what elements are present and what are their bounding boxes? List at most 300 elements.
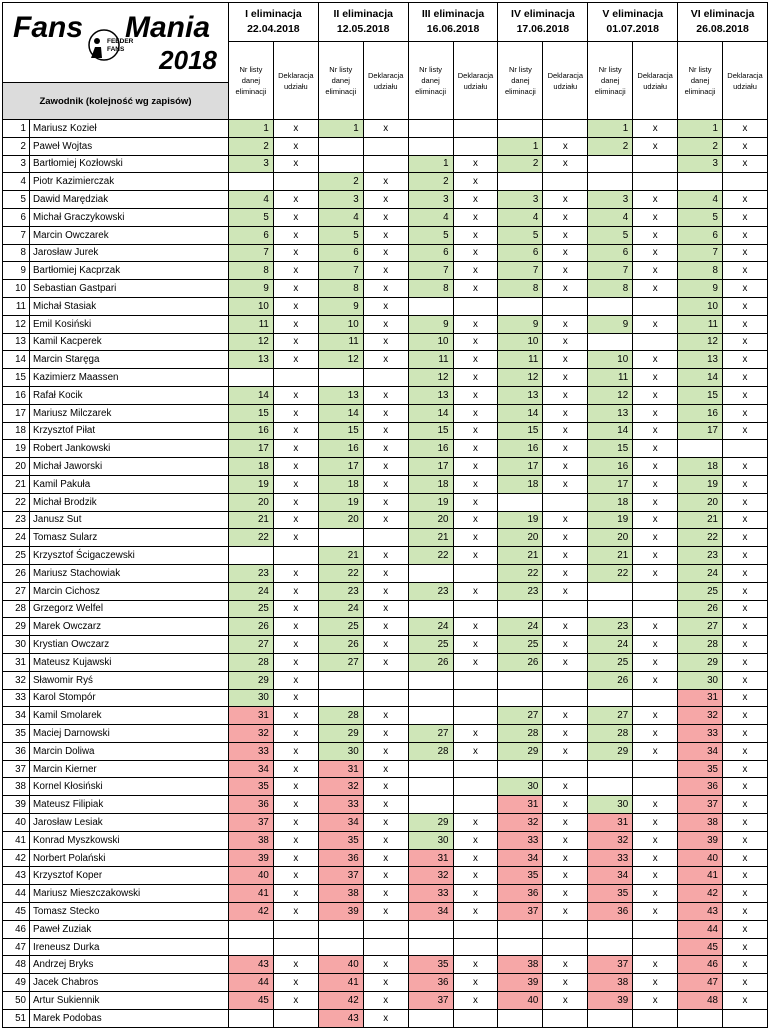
declaration-cell: x	[273, 297, 318, 315]
row-number: 41	[3, 831, 30, 849]
list-number-cell	[318, 137, 363, 155]
list-number-cell: 27	[588, 707, 633, 725]
row-number: 14	[3, 351, 30, 369]
list-number-cell: 41	[228, 885, 273, 903]
declaration-cell: x	[363, 618, 408, 636]
declaration-cell	[273, 938, 318, 956]
list-number-cell: 39	[678, 831, 723, 849]
list-number-cell: 26	[498, 653, 543, 671]
declaration-cell: x	[453, 511, 498, 529]
table-row	[3, 458, 768, 476]
list-number-cell: 29	[678, 653, 723, 671]
list-number-cell	[318, 529, 363, 547]
declaration-cell: x	[543, 831, 588, 849]
table-row	[3, 529, 768, 547]
declaration-cell: x	[723, 422, 768, 440]
declaration-cell: x	[363, 315, 408, 333]
list-number-cell: 32	[408, 867, 453, 885]
list-number-cell	[498, 920, 543, 938]
row-number: 7	[3, 226, 30, 244]
row-number: 13	[3, 333, 30, 351]
row-number: 27	[3, 582, 30, 600]
competitor-name: Bartłomiej Kozłowski	[29, 155, 228, 173]
competitor-name: Dawid Marędziak	[29, 191, 228, 209]
list-number-cell: 23	[318, 582, 363, 600]
row-number: 33	[3, 689, 30, 707]
row-number: 20	[3, 458, 30, 476]
list-number-cell: 14	[318, 404, 363, 422]
list-number-cell: 38	[228, 831, 273, 849]
row-number: 8	[3, 244, 30, 262]
declaration-cell	[453, 920, 498, 938]
list-number-cell: 26	[228, 618, 273, 636]
declaration-cell	[273, 173, 318, 191]
svg-text:FANS: FANS	[107, 46, 125, 53]
declaration-cell: x	[273, 778, 318, 796]
list-number-cell: 37	[588, 956, 633, 974]
declaration-cell: x	[723, 315, 768, 333]
declaration-cell: x	[543, 369, 588, 387]
list-number-cell: 32	[498, 814, 543, 832]
list-number-cell: 19	[588, 511, 633, 529]
table-row	[3, 226, 768, 244]
declaration-cell: x	[453, 814, 498, 832]
declaration-cell: x	[273, 155, 318, 173]
list-number-cell: 21	[678, 511, 723, 529]
list-number-cell: 6	[408, 244, 453, 262]
list-number-cell: 4	[678, 191, 723, 209]
list-number-cell: 30	[678, 671, 723, 689]
list-number-cell: 26	[318, 636, 363, 654]
list-number-cell: 9	[228, 280, 273, 298]
list-number-cell: 22	[318, 564, 363, 582]
list-number-cell: 38	[678, 814, 723, 832]
row-number: 16	[3, 386, 30, 404]
list-number-cell: 9	[678, 280, 723, 298]
row-number: 42	[3, 849, 30, 867]
list-number-cell: 18	[498, 475, 543, 493]
list-number-cell: 32	[228, 725, 273, 743]
declaration-cell: x	[723, 796, 768, 814]
list-number-cell: 2	[498, 155, 543, 173]
list-number-cell	[678, 440, 723, 458]
list-number-cell: 24	[228, 582, 273, 600]
declaration-cell: x	[723, 974, 768, 992]
declaration-cell	[633, 938, 678, 956]
list-number-cell: 33	[498, 831, 543, 849]
declaration-cell: x	[363, 707, 408, 725]
list-number-cell: 28	[228, 653, 273, 671]
declaration-cell: x	[273, 386, 318, 404]
table-row	[3, 618, 768, 636]
list-number-cell: 4	[228, 191, 273, 209]
competitor-name: Grzegorz Welfel	[29, 600, 228, 618]
declaration-cell: x	[723, 333, 768, 351]
list-number-cell	[228, 547, 273, 565]
list-number-subheader: Nr listy danej eliminacji	[678, 42, 723, 120]
declaration-cell	[633, 778, 678, 796]
declaration-cell	[543, 493, 588, 511]
declaration-cell: x	[633, 653, 678, 671]
row-number: 39	[3, 796, 30, 814]
declaration-cell: x	[723, 885, 768, 903]
list-number-cell: 15	[498, 422, 543, 440]
declaration-cell: x	[633, 458, 678, 476]
declaration-subheader: Deklaracja udziału	[633, 42, 678, 120]
declaration-cell: x	[633, 956, 678, 974]
declaration-cell: x	[543, 208, 588, 226]
list-number-cell: 25	[588, 653, 633, 671]
declaration-cell: x	[543, 796, 588, 814]
declaration-cell: x	[453, 458, 498, 476]
declaration-cell: x	[543, 992, 588, 1010]
table-row	[3, 689, 768, 707]
declaration-cell	[453, 564, 498, 582]
logo-year: 2018	[159, 45, 218, 75]
declaration-cell: x	[273, 458, 318, 476]
list-number-cell: 2	[318, 173, 363, 191]
list-number-cell: 16	[228, 422, 273, 440]
declaration-subheader: Deklaracja udziału	[723, 42, 768, 120]
list-number-cell	[588, 173, 633, 191]
table-row	[3, 600, 768, 618]
list-number-cell: 24	[588, 636, 633, 654]
declaration-cell: x	[543, 244, 588, 262]
list-number-cell: 11	[228, 315, 273, 333]
list-number-cell	[588, 600, 633, 618]
table-row	[3, 796, 768, 814]
table-row	[3, 440, 768, 458]
list-number-cell: 28	[498, 725, 543, 743]
list-number-cell: 33	[228, 742, 273, 760]
list-number-cell: 17	[678, 422, 723, 440]
declaration-cell: x	[633, 422, 678, 440]
declaration-cell: x	[453, 849, 498, 867]
list-number-cell: 18	[408, 475, 453, 493]
declaration-cell	[633, 600, 678, 618]
list-number-cell: 33	[588, 849, 633, 867]
list-number-cell: 6	[678, 226, 723, 244]
declaration-cell: x	[723, 992, 768, 1010]
declaration-cell: x	[453, 653, 498, 671]
declaration-cell: x	[363, 725, 408, 743]
list-number-cell: 21	[408, 529, 453, 547]
declaration-cell: x	[273, 404, 318, 422]
list-number-cell: 2	[408, 173, 453, 191]
competitor-name: Marcin Doliwa	[29, 742, 228, 760]
list-number-cell: 28	[318, 707, 363, 725]
declaration-cell	[453, 796, 498, 814]
declaration-cell: x	[633, 244, 678, 262]
list-number-cell	[318, 155, 363, 173]
table-row	[3, 155, 768, 173]
declaration-cell	[273, 369, 318, 387]
declaration-cell: x	[543, 814, 588, 832]
competitor-name: Mateusz Filipiak	[29, 796, 228, 814]
declaration-cell	[543, 297, 588, 315]
list-number-cell: 11	[678, 315, 723, 333]
list-number-cell: 9	[588, 315, 633, 333]
declaration-cell: x	[543, 956, 588, 974]
list-number-cell: 42	[678, 885, 723, 903]
logo-text-left: Fans	[13, 11, 84, 44]
table-row	[3, 974, 768, 992]
table-row	[3, 1009, 768, 1027]
list-number-cell	[408, 760, 453, 778]
declaration-cell: x	[723, 280, 768, 298]
row-number: 46	[3, 920, 30, 938]
list-number-cell: 20	[588, 529, 633, 547]
list-number-cell	[408, 778, 453, 796]
declaration-cell: x	[543, 903, 588, 921]
list-number-cell: 15	[588, 440, 633, 458]
list-number-cell: 38	[318, 885, 363, 903]
list-number-cell: 1	[318, 120, 363, 138]
table-row	[3, 351, 768, 369]
row-number: 17	[3, 404, 30, 422]
elimination-header-5: V eliminacja 01.07.2018	[588, 3, 678, 42]
declaration-cell: x	[363, 333, 408, 351]
declaration-cell	[363, 671, 408, 689]
declaration-cell: x	[363, 440, 408, 458]
declaration-cell: x	[273, 831, 318, 849]
declaration-cell: x	[633, 351, 678, 369]
list-number-cell: 3	[228, 155, 273, 173]
list-number-cell: 21	[318, 547, 363, 565]
competitor-name: Mateusz Kujawski	[29, 653, 228, 671]
declaration-cell: x	[453, 155, 498, 173]
declaration-cell: x	[273, 618, 318, 636]
list-number-cell: 17	[318, 458, 363, 476]
row-number: 15	[3, 369, 30, 387]
table-row	[3, 191, 768, 209]
declaration-cell	[363, 369, 408, 387]
list-number-cell: 39	[498, 974, 543, 992]
declaration-cell: x	[273, 262, 318, 280]
competitor-name: Marcin Owczarek	[29, 226, 228, 244]
list-number-cell: 3	[678, 155, 723, 173]
row-number: 4	[3, 173, 30, 191]
table-row	[3, 992, 768, 1010]
row-number: 30	[3, 636, 30, 654]
row-number: 32	[3, 671, 30, 689]
declaration-cell: x	[633, 992, 678, 1010]
declaration-cell: x	[543, 618, 588, 636]
table-row	[3, 636, 768, 654]
list-number-cell: 44	[228, 974, 273, 992]
row-number: 26	[3, 564, 30, 582]
table-row	[3, 582, 768, 600]
row-number: 9	[3, 262, 30, 280]
list-number-cell: 22	[678, 529, 723, 547]
declaration-cell: x	[273, 120, 318, 138]
list-number-cell: 22	[228, 529, 273, 547]
list-number-cell	[588, 689, 633, 707]
declaration-cell: x	[633, 903, 678, 921]
list-number-cell	[408, 1009, 453, 1027]
declaration-cell: x	[273, 333, 318, 351]
declaration-cell: x	[453, 244, 498, 262]
list-number-cell: 10	[228, 297, 273, 315]
declaration-cell: x	[363, 778, 408, 796]
declaration-cell: x	[273, 742, 318, 760]
list-number-cell: 24	[318, 600, 363, 618]
list-number-cell: 6	[228, 226, 273, 244]
declaration-cell: x	[723, 671, 768, 689]
competitor-name: Marcin Cichosz	[29, 582, 228, 600]
declaration-cell: x	[723, 493, 768, 511]
competitor-name: Marek Owczarz	[29, 618, 228, 636]
list-number-cell: 24	[408, 618, 453, 636]
list-number-cell: 23	[498, 582, 543, 600]
list-number-cell: 5	[318, 226, 363, 244]
list-number-cell	[228, 173, 273, 191]
list-number-cell: 39	[588, 992, 633, 1010]
list-number-cell: 12	[228, 333, 273, 351]
list-number-cell: 3	[408, 191, 453, 209]
list-number-cell: 36	[498, 885, 543, 903]
declaration-cell: x	[453, 725, 498, 743]
declaration-cell: x	[363, 796, 408, 814]
declaration-cell: x	[543, 458, 588, 476]
declaration-cell: x	[363, 422, 408, 440]
declaration-cell: x	[363, 992, 408, 1010]
list-number-cell: 2	[678, 137, 723, 155]
list-number-cell	[678, 1009, 723, 1027]
list-number-cell: 30	[498, 778, 543, 796]
competitor-name: Sebastian Gastpari	[29, 280, 228, 298]
declaration-cell: x	[723, 155, 768, 173]
declaration-cell: x	[633, 475, 678, 493]
declaration-cell: x	[543, 636, 588, 654]
declaration-cell: x	[723, 636, 768, 654]
declaration-cell: x	[633, 796, 678, 814]
declaration-cell: x	[363, 849, 408, 867]
declaration-cell: x	[363, 191, 408, 209]
competitor-name: Andrzej Bryks	[29, 956, 228, 974]
list-number-cell: 19	[228, 475, 273, 493]
declaration-cell: x	[453, 191, 498, 209]
competitor-name: Kazimierz Maassen	[29, 369, 228, 387]
competitor-name: Michał Stasiak	[29, 297, 228, 315]
declaration-cell: x	[723, 600, 768, 618]
declaration-cell: x	[633, 315, 678, 333]
list-number-cell: 25	[318, 618, 363, 636]
declaration-cell: x	[363, 404, 408, 422]
list-number-cell: 16	[678, 404, 723, 422]
list-number-cell: 1	[228, 120, 273, 138]
list-number-cell: 37	[678, 796, 723, 814]
declaration-cell: x	[363, 120, 408, 138]
declaration-cell: x	[363, 493, 408, 511]
declaration-cell: x	[723, 582, 768, 600]
declaration-cell	[363, 529, 408, 547]
declaration-cell	[633, 1009, 678, 1027]
declaration-cell: x	[273, 422, 318, 440]
list-number-cell	[498, 297, 543, 315]
competitor-name: Michał Jaworski	[29, 458, 228, 476]
declaration-cell: x	[453, 422, 498, 440]
list-number-cell: 31	[318, 760, 363, 778]
declaration-cell: x	[273, 564, 318, 582]
list-number-cell	[408, 297, 453, 315]
row-number: 3	[3, 155, 30, 173]
row-number: 5	[3, 191, 30, 209]
list-number-cell: 7	[408, 262, 453, 280]
competitor-name: Tomasz Stecko	[29, 903, 228, 921]
competitor-name: Jarosław Lesiak	[29, 814, 228, 832]
list-number-cell: 29	[588, 742, 633, 760]
declaration-cell: x	[543, 333, 588, 351]
declaration-cell: x	[633, 671, 678, 689]
list-number-cell: 36	[678, 778, 723, 796]
list-number-cell: 31	[588, 814, 633, 832]
declaration-cell: x	[543, 707, 588, 725]
list-number-cell: 35	[588, 885, 633, 903]
list-number-cell	[408, 600, 453, 618]
declaration-cell: x	[363, 636, 408, 654]
declaration-subheader: Deklaracja udziału	[363, 42, 408, 120]
table-row	[3, 831, 768, 849]
list-number-subheader: Nr listy danej eliminacji	[498, 42, 543, 120]
list-number-cell: 23	[408, 582, 453, 600]
list-number-cell: 44	[678, 920, 723, 938]
list-number-cell: 11	[498, 351, 543, 369]
row-number: 49	[3, 974, 30, 992]
competitor-name: Michał Graczykowski	[29, 208, 228, 226]
list-number-cell: 6	[498, 244, 543, 262]
list-number-subheader: Nr listy danej eliminacji	[228, 42, 273, 120]
declaration-cell	[543, 938, 588, 956]
declaration-cell	[633, 582, 678, 600]
row-number: 11	[3, 297, 30, 315]
declaration-cell: x	[543, 155, 588, 173]
declaration-cell: x	[453, 885, 498, 903]
list-number-cell	[228, 369, 273, 387]
declaration-cell: x	[633, 636, 678, 654]
list-number-cell: 48	[678, 992, 723, 1010]
declaration-cell: x	[363, 475, 408, 493]
row-number: 22	[3, 493, 30, 511]
competitor-name: Krzysztof Ścigaczewski	[29, 547, 228, 565]
list-number-cell: 13	[408, 386, 453, 404]
declaration-cell: x	[453, 992, 498, 1010]
declaration-cell: x	[273, 315, 318, 333]
declaration-cell	[363, 920, 408, 938]
declaration-cell: x	[633, 564, 678, 582]
list-number-cell: 13	[498, 386, 543, 404]
declaration-cell: x	[363, 974, 408, 992]
declaration-cell: x	[543, 351, 588, 369]
competitor-name: Kamil Pakuła	[29, 475, 228, 493]
table-row	[3, 404, 768, 422]
list-number-cell: 27	[228, 636, 273, 654]
table-row	[3, 707, 768, 725]
list-number-cell: 8	[678, 262, 723, 280]
declaration-cell: x	[543, 191, 588, 209]
declaration-cell: x	[453, 529, 498, 547]
list-number-cell: 18	[228, 458, 273, 476]
declaration-cell: x	[633, 208, 678, 226]
list-number-cell: 10	[678, 297, 723, 315]
table-row	[3, 885, 768, 903]
list-number-cell: 15	[678, 386, 723, 404]
list-number-cell: 21	[498, 547, 543, 565]
list-number-cell: 13	[678, 351, 723, 369]
logo-text-right: Mania	[125, 11, 211, 44]
list-number-cell: 40	[498, 992, 543, 1010]
list-number-cell: 5	[408, 226, 453, 244]
